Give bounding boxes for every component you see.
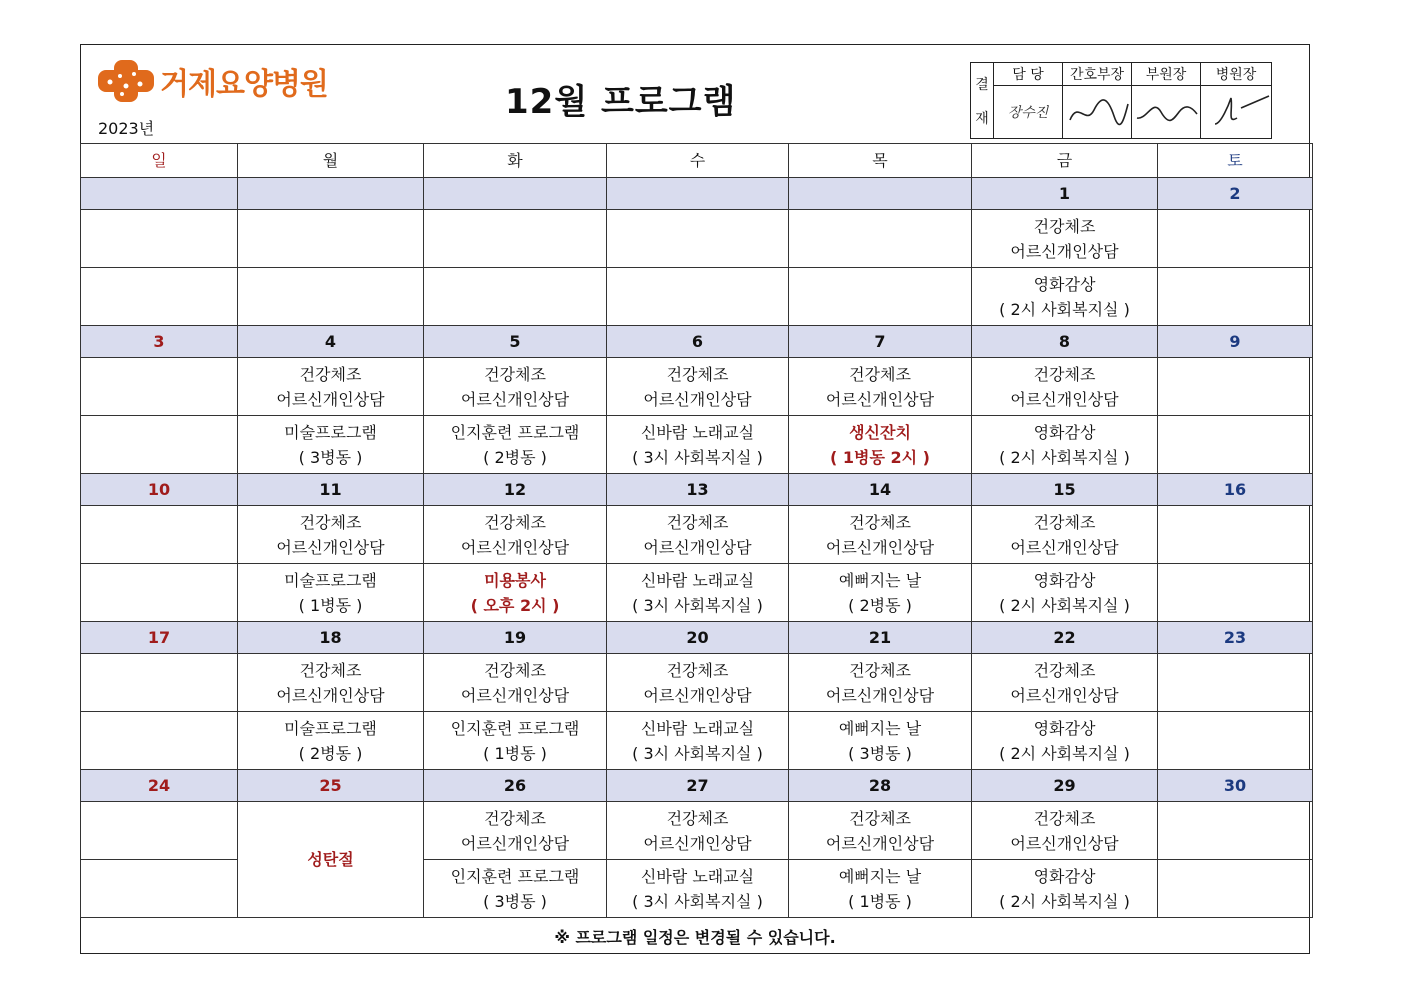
day-of-week-header: 화 — [424, 144, 607, 178]
program-cell — [789, 268, 972, 326]
program-text: 신바람 노래교실 — [640, 422, 755, 442]
program-cell — [607, 860, 789, 918]
date-cell: 6 — [607, 326, 789, 358]
exercise-text: 건강체조 — [1033, 808, 1096, 828]
program-text: ( 3시 사회복지실 ) — [632, 447, 763, 467]
program-text: ( 2시 사회복지실 ) — [999, 447, 1130, 467]
exercise-text: 어르신개인상담 — [643, 833, 752, 853]
exercise-cell — [607, 802, 789, 860]
program-cell — [81, 860, 238, 918]
exercise-cell — [424, 802, 607, 860]
date-row — [81, 622, 1313, 654]
date-cell: 25 — [238, 770, 424, 802]
exercise-cell — [424, 654, 607, 712]
exercise-row — [81, 358, 1313, 416]
day-of-week-header: 금 — [972, 144, 1158, 178]
exercise-text: 건강체조 — [1033, 660, 1096, 680]
program-text: 예뻐지는 날 — [838, 866, 922, 886]
exercise-cell — [789, 654, 972, 712]
program-text: ( 3시 사회복지실 ) — [632, 743, 763, 763]
program-cell — [972, 860, 1158, 918]
exercise-cell — [81, 654, 238, 712]
exercise-text: 어르신개인상담 — [1010, 241, 1119, 261]
exercise-cell — [81, 802, 238, 860]
exercise-row — [81, 506, 1313, 564]
exercise-text: 어르신개인상담 — [276, 389, 385, 409]
exercise-text: 건강체조 — [849, 808, 911, 828]
date-cell: 26 — [424, 770, 607, 802]
program-cell — [607, 268, 789, 326]
program-text: ( 2시 사회복지실 ) — [999, 299, 1130, 319]
program-text: ( 오후 2시 ) — [470, 595, 560, 615]
exercise-cell — [1158, 210, 1313, 268]
exercise-cell — [972, 654, 1158, 712]
exercise-text: 어르신개인상담 — [643, 685, 752, 705]
day-of-week-header: 토 — [1158, 144, 1313, 178]
program-cell — [424, 860, 607, 918]
exercise-cell — [238, 210, 424, 268]
exercise-text: 건강체조 — [484, 660, 546, 680]
day-of-week-header: 일 — [81, 144, 238, 178]
exercise-cell — [81, 358, 238, 416]
exercise-text: 어르신개인상담 — [460, 389, 570, 409]
signature-director — [1201, 86, 1272, 139]
program-text: ( 1병동 ) — [483, 743, 547, 763]
exercise-cell — [81, 506, 238, 564]
program-text: ( 1병동 ) — [298, 595, 363, 615]
program-cell — [972, 268, 1158, 326]
program-cell — [607, 564, 789, 622]
page-title: 12월 프로그램 — [505, 82, 737, 122]
date-row — [81, 326, 1313, 358]
exercise-cell — [1158, 506, 1313, 564]
date-cell: 16 — [1158, 474, 1313, 506]
signature-vice — [1132, 86, 1201, 139]
exercise-text: 어르신개인상담 — [1010, 389, 1119, 409]
date-cell: 29 — [972, 770, 1158, 802]
exercise-cell — [424, 506, 607, 564]
date-cell: 10 — [81, 474, 238, 506]
program-row — [81, 712, 1313, 770]
date-row — [81, 178, 1313, 210]
program-text: ( 1병동 2시 ) — [830, 447, 930, 467]
schedule-change-note: ※ 프로그램 일정은 변경될 수 있습니다. — [554, 928, 836, 947]
exercise-text: 건강체조 — [484, 808, 546, 828]
program-cell — [789, 564, 972, 622]
program-cell — [238, 268, 424, 326]
program-cell — [607, 712, 789, 770]
program-text: ( 2시 사회복지실 ) — [999, 743, 1130, 763]
program-cell — [972, 564, 1158, 622]
program-cell — [81, 416, 238, 474]
exercise-cell — [972, 802, 1158, 860]
program-text: 영화감상 — [1033, 570, 1096, 590]
program-text: ( 3병동 ) — [483, 891, 547, 911]
date-cell: 22 — [972, 622, 1158, 654]
program-text: ( 3병동 ) — [298, 447, 363, 467]
approval-header-vice: 부원장 — [1132, 63, 1201, 86]
exercise-cell — [238, 358, 424, 416]
exercise-text: 건강체조 — [849, 660, 911, 680]
program-cell — [238, 416, 424, 474]
exercise-text: 어르신개인상담 — [1010, 685, 1119, 705]
approval-header-manager: 담 당 — [994, 63, 1063, 86]
program-text: 영화감상 — [1033, 422, 1096, 442]
date-cell: 9 — [1158, 326, 1313, 358]
program-text: ( 2시 사회복지실 ) — [999, 891, 1130, 911]
program-cell — [81, 564, 238, 622]
exercise-cell — [81, 210, 238, 268]
exercise-text: 어르신개인상담 — [643, 389, 752, 409]
date-cell: 8 — [972, 326, 1158, 358]
exercise-cell — [789, 802, 972, 860]
program-cell — [1158, 416, 1313, 474]
date-cell — [789, 178, 972, 210]
program-text: 미술프로그램 — [284, 422, 377, 442]
program-cell — [1158, 268, 1313, 326]
program-cell — [972, 712, 1158, 770]
exercise-cell — [238, 654, 424, 712]
exercise-cell — [1158, 654, 1313, 712]
date-cell — [238, 178, 424, 210]
program-text: 영화감상 — [1033, 866, 1096, 886]
program-text: ( 2병동 ) — [848, 595, 912, 615]
program-cell — [238, 712, 424, 770]
program-cell — [424, 268, 607, 326]
date-cell: 24 — [81, 770, 238, 802]
exercise-text: 건강체조 — [849, 364, 911, 384]
date-cell: 1 — [972, 178, 1158, 210]
program-text: ( 2시 사회복지실 ) — [999, 595, 1130, 615]
exercise-cell — [238, 506, 424, 564]
program-cell — [81, 268, 238, 326]
day-of-week-header: 월 — [238, 144, 424, 178]
exercise-text: 건강체조 — [299, 364, 362, 384]
exercise-text: 어르신개인상담 — [460, 833, 570, 853]
date-row — [81, 770, 1313, 802]
exercise-text: 건강체조 — [666, 660, 729, 680]
program-cell — [1158, 564, 1313, 622]
program-cell — [1158, 712, 1313, 770]
exercise-text: 건강체조 — [666, 512, 729, 532]
day-of-week-header: 수 — [607, 144, 789, 178]
program-text: ( 1병동 ) — [848, 891, 912, 911]
program-cell — [81, 712, 238, 770]
program-cell — [424, 712, 607, 770]
exercise-text: 어르신개인상담 — [1010, 833, 1119, 853]
exercise-cell — [607, 654, 789, 712]
program-cell — [424, 416, 607, 474]
date-cell — [81, 178, 238, 210]
program-cell — [789, 860, 972, 918]
date-cell: 11 — [238, 474, 424, 506]
date-cell: 14 — [789, 474, 972, 506]
program-text: 미용봉사 — [484, 570, 546, 590]
program-cell — [972, 416, 1158, 474]
program-text: ( 2병동 ) — [298, 743, 363, 763]
approval-box — [970, 62, 1272, 139]
program-text: 예뻐지는 날 — [838, 718, 922, 738]
program-row — [81, 564, 1313, 622]
exercise-cell — [424, 358, 607, 416]
date-cell: 20 — [607, 622, 789, 654]
date-cell — [424, 178, 607, 210]
program-text: ( 3시 사회복지실 ) — [632, 891, 763, 911]
exercise-text: 건강체조 — [1033, 216, 1096, 236]
exercise-text: 건강체조 — [666, 364, 729, 384]
day-of-week-header: 목 — [789, 144, 972, 178]
date-cell: 3 — [81, 326, 238, 358]
exercise-text: 어르신개인상담 — [825, 537, 935, 557]
exercise-cell — [607, 210, 789, 268]
program-row — [81, 268, 1313, 326]
holiday-cell: 성탄절 — [238, 802, 424, 918]
exercise-text: 건강체조 — [299, 660, 362, 680]
exercise-cell — [607, 358, 789, 416]
exercise-text: 어르신개인상담 — [825, 389, 935, 409]
exercise-text: 건강체조 — [484, 512, 546, 532]
date-cell: 30 — [1158, 770, 1313, 802]
exercise-text: 어르신개인상담 — [276, 685, 385, 705]
exercise-text: 건강체조 — [1033, 364, 1096, 384]
exercise-text: 건강체조 — [666, 808, 729, 828]
program-text: ( 3병동 ) — [848, 743, 912, 763]
date-cell: 28 — [789, 770, 972, 802]
date-cell: 23 — [1158, 622, 1313, 654]
exercise-text: 어르신개인상담 — [825, 833, 935, 853]
signature-manager: 장수진 — [994, 86, 1063, 139]
exercise-text: 건강체조 — [1033, 512, 1096, 532]
exercise-row — [81, 654, 1313, 712]
program-row — [81, 416, 1313, 474]
program-text: 신바람 노래교실 — [640, 718, 755, 738]
date-cell: 27 — [607, 770, 789, 802]
exercise-text: 어르신개인상담 — [1010, 537, 1119, 557]
date-cell: 2 — [1158, 178, 1313, 210]
program-text: 인지훈련 프로그램 — [450, 866, 580, 886]
exercise-text: 건강체조 — [849, 512, 911, 532]
date-cell: 19 — [424, 622, 607, 654]
date-cell: 18 — [238, 622, 424, 654]
exercise-row — [81, 210, 1313, 268]
approval-header-nursing: 간호부장 — [1063, 63, 1132, 86]
exercise-cell — [789, 358, 972, 416]
hospital-cross-icon — [96, 58, 156, 104]
exercise-cell — [972, 358, 1158, 416]
program-text: 인지훈련 프로그램 — [450, 718, 580, 738]
exercise-row — [81, 802, 1313, 860]
exercise-cell — [972, 210, 1158, 268]
date-cell: 7 — [789, 326, 972, 358]
program-cell — [607, 416, 789, 474]
program-text: ( 3시 사회복지실 ) — [632, 595, 763, 615]
program-text: 신바람 노래교실 — [640, 570, 755, 590]
date-cell: 15 — [972, 474, 1158, 506]
program-cell — [1158, 860, 1313, 918]
date-cell — [607, 178, 789, 210]
program-text: 영화감상 — [1033, 718, 1096, 738]
date-row — [81, 474, 1313, 506]
exercise-cell — [424, 210, 607, 268]
program-text: 인지훈련 프로그램 — [450, 422, 580, 442]
exercise-cell — [972, 506, 1158, 564]
program-text: 영화감상 — [1033, 274, 1096, 294]
signature-nursing — [1063, 86, 1132, 139]
exercise-cell — [607, 506, 789, 564]
approval-side-label: 결 재 — [971, 63, 994, 139]
hospital-name: 거제요양병원 — [160, 67, 328, 102]
program-cell — [238, 564, 424, 622]
date-cell: 17 — [81, 622, 238, 654]
program-text: 미술프로그램 — [284, 570, 377, 590]
exercise-text: 어르신개인상담 — [825, 685, 935, 705]
program-text: ( 2병동 ) — [483, 447, 547, 467]
exercise-text: 건강체조 — [299, 512, 362, 532]
date-cell: 5 — [424, 326, 607, 358]
hospital-logo — [96, 58, 328, 104]
program-text: 미술프로그램 — [284, 718, 377, 738]
exercise-cell — [1158, 358, 1313, 416]
program-text: 생신잔치 — [849, 422, 911, 442]
date-cell: 13 — [607, 474, 789, 506]
exercise-cell — [789, 506, 972, 564]
program-text: 신바람 노래교실 — [640, 866, 755, 886]
date-cell: 21 — [789, 622, 972, 654]
date-cell: 12 — [424, 474, 607, 506]
year-label: 2023년 — [98, 119, 155, 138]
exercise-text: 어르신개인상담 — [460, 537, 570, 557]
exercise-cell — [1158, 802, 1313, 860]
exercise-text: 어르신개인상담 — [460, 685, 570, 705]
program-cell — [789, 416, 972, 474]
exercise-text: 어르신개인상담 — [643, 537, 752, 557]
date-cell: 4 — [238, 326, 424, 358]
approval-header-director: 병원장 — [1201, 63, 1272, 86]
program-cell — [424, 564, 607, 622]
program-cell — [789, 712, 972, 770]
exercise-text: 건강체조 — [484, 364, 546, 384]
program-text: 예뻐지는 날 — [838, 570, 922, 590]
program-calendar — [80, 143, 1313, 918]
exercise-text: 어르신개인상담 — [276, 537, 385, 557]
exercise-cell — [789, 210, 972, 268]
